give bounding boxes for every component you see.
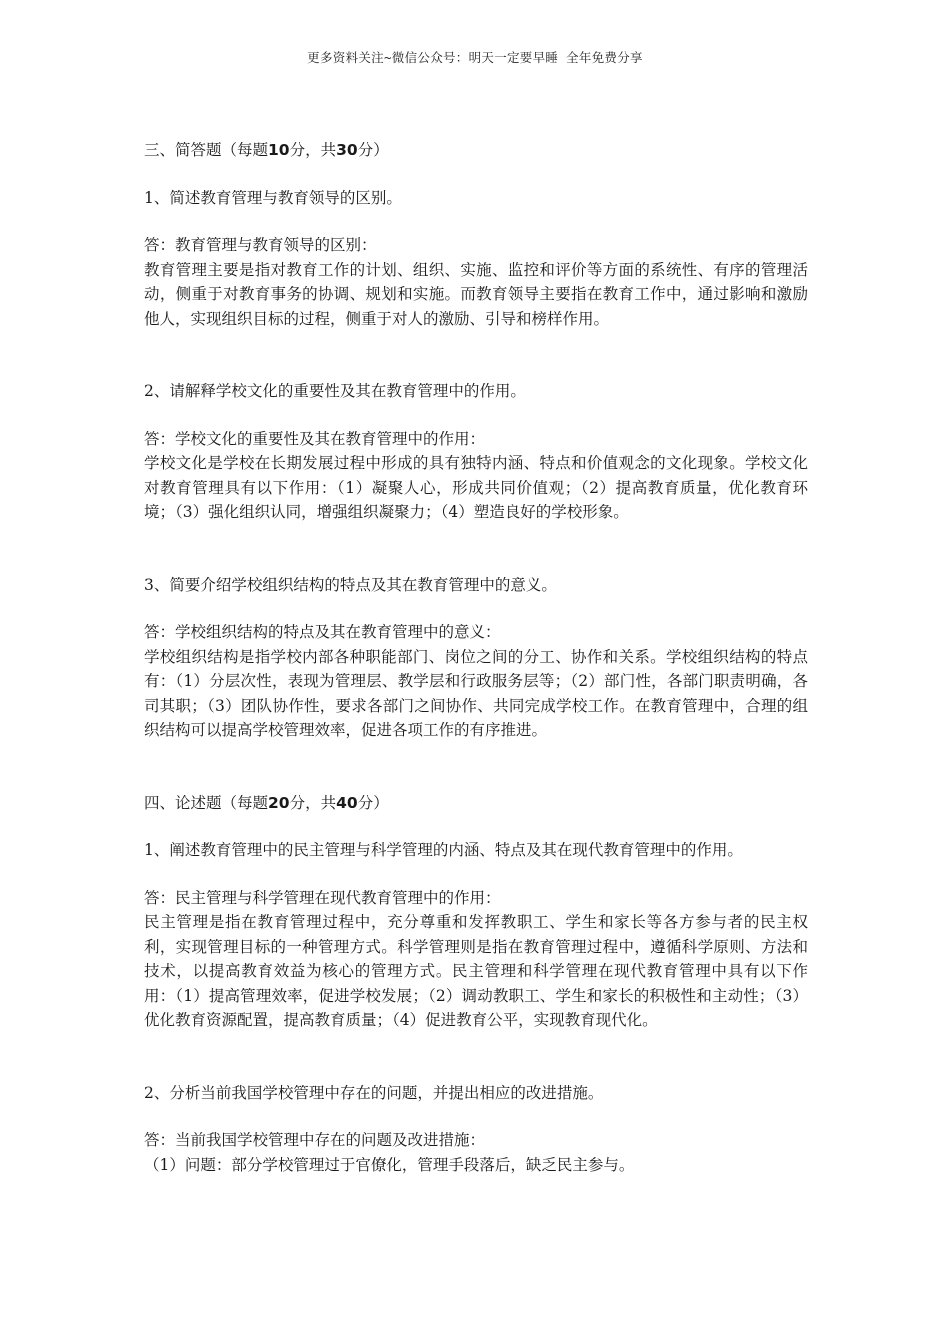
answer-body: 教育管理主要是指对教育工作的计划、组织、实施、监控和评价等方面的系统性、有序的管理活动，侧重于对教育事务的协调、规划和实施。而教育领导主要指在教育工作中，通过影响和激励他人，实现组织目标的过程，侧重于对人的激励、引导和榜样作用。	[144, 260, 808, 328]
heading-text: 三、简答题（每题	[144, 141, 269, 159]
answer-body: 学校文化是学校在长期发展过程中形成的具有独特内涵、特点和价值观念的文化现象。学校文化对教育管理具有以下作用：（1）凝聚人心，形成共同价值观；（2）提高教育质量，优化教育环境；（3）强化组织认同，增强组织凝聚力；（4）塑造良好的学校形象。	[144, 454, 808, 521]
heading-text: 四、论述题（每题	[144, 793, 269, 812]
heading-text: 分）	[357, 141, 389, 159]
section-heading-essay	[144, 791, 808, 816]
answer-title: 答：当前我国学校管理中存在的问题及改进措施：	[144, 1131, 486, 1149]
heading-text: 分）	[357, 793, 389, 812]
total-points: 30	[336, 141, 358, 159]
answer-title: 答：学校组织结构的特点及其在教育管理中的意义：	[144, 623, 501, 641]
answer-title: 答：民主管理与科学管理在现代教育管理中的作用：	[144, 888, 501, 907]
points-per-question: 20	[268, 793, 290, 812]
section-heading-short-answer	[144, 138, 808, 163]
page-header-watermark: 更多资料关注~微信公众号：明天一定要早睡 全年免费分享	[307, 50, 643, 65]
document-content	[144, 138, 808, 1225]
total-points: 40	[336, 793, 358, 812]
answer-title: 答：教育管理与教育领导的区别：	[144, 236, 377, 254]
answer-body: （1）问题：部分学校管理过于官僚化，管理手段落后，缺乏民主参与。	[144, 1155, 635, 1174]
heading-text: 分，共	[289, 793, 337, 812]
question-text: 2、请解释学校文化的重要性及其在教育管理中的作用。	[144, 382, 526, 400]
heading-text: 分，共	[289, 141, 337, 159]
answer-title: 答：学校文化的重要性及其在教育管理中的作用：	[144, 429, 486, 448]
question-text: 2、分析当前我国学校管理中存在的问题，并提出相应的改进措施。	[144, 1083, 604, 1102]
question-text: 3、简要介绍学校组织结构的特点及其在教育管理中的意义。	[144, 575, 557, 594]
answer-body: 民主管理是指在教育管理过程中，充分尊重和发挥教职工、学生和家长等各方参与者的民主权利，实现管理目标的一种管理方式。科学管理则是指在教育管理过程中，遵循科学原则、方法和技术，以提高教育效益为核心的管理方式。民主管理和科学管理在现代教育管理中具有以下作用：（1）提高管理效率，促进学校发展；（2）调动教职工、学生和家长的积极性和主动性；（3）优化教育资源配置，提高教育质量；（4）促进教育公平，实现教育现代化。	[144, 913, 808, 1029]
points-per-question: 10	[268, 141, 290, 159]
question-text: 1、简述教育管理与教育领导的区别。	[144, 188, 402, 207]
question-text: 1、阐述教育管理中的民主管理与科学管理的内涵、特点及其在现代教育管理中的作用。	[144, 841, 743, 859]
answer-body: 学校组织结构是指学校内部各种职能部门、岗位之间的分工、协作和关系。学校组织结构的特点有：（1）分层次性，表现为管理层、教学层和行政服务层等；（2）部门性，各部门职责明确，各司其职；（3）团队协作性，要求各部门之间协作、共同完成学校工作。在教育管理中，合理的组织结构可以提高学校管理效率，促进各项工作的有序推进。	[144, 647, 808, 739]
